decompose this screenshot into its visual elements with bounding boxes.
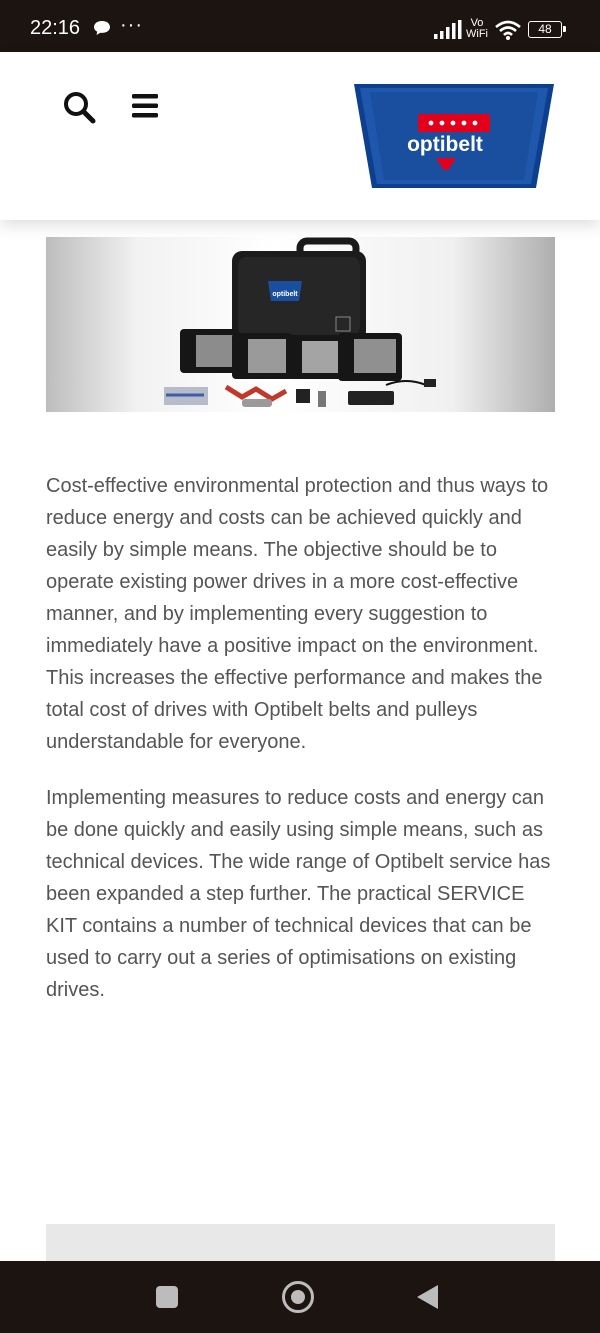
- article-paragraph-2: Implementing measures to reduce costs and energy can be done quickly and easily using simple means, such as technical devices. The wide range of Optibelt service has been expanded a step further. The practical SERVICE KIT contains a number of technical devices that can be used to carry out a series of optimisations on existing drives.: [46, 787, 551, 1001]
- next-content-block: [46, 1224, 555, 1264]
- status-bar: [0, 0, 600, 52]
- square-recents-icon[interactable]: [156, 1286, 178, 1308]
- logo-text: optibelt: [407, 133, 483, 156]
- triangle-back-icon[interactable]: [417, 1285, 438, 1309]
- system-nav-bar: [0, 1261, 600, 1333]
- article-paragraph-1: Cost-effective environmental protection and thus ways to reduce energy and costs can be achieved quickly and easily by simple means. The objective should be to operate existing power drives in a more cost-effective manner, and by implementing every suggestion to immediately have a positive impact on the environment. This increases the effective performance and makes the total cost of drives with Optibelt belts and pulleys understandable for everyone.: [46, 475, 549, 753]
- circle-home-icon[interactable]: [282, 1281, 314, 1313]
- wifi-icon: [494, 20, 522, 40]
- status-time: 22:16: [30, 17, 81, 39]
- search-icon[interactable]: [62, 90, 96, 124]
- optibelt-logo[interactable]: [354, 82, 554, 190]
- vowifi-label: Vo WiFi: [466, 17, 488, 40]
- notification-dots: ···: [120, 14, 143, 36]
- hamburger-menu-icon[interactable]: [130, 92, 160, 120]
- case-logo-text: optibelt: [272, 291, 298, 298]
- service-kit-image: [46, 237, 555, 412]
- chat-bubble-icon: [93, 20, 111, 36]
- service-kit-illustration: [46, 237, 555, 412]
- battery-icon: 48: [528, 21, 562, 38]
- site-header: [0, 52, 600, 220]
- article-body: [46, 470, 558, 1030]
- signal-icon: [434, 20, 462, 40]
